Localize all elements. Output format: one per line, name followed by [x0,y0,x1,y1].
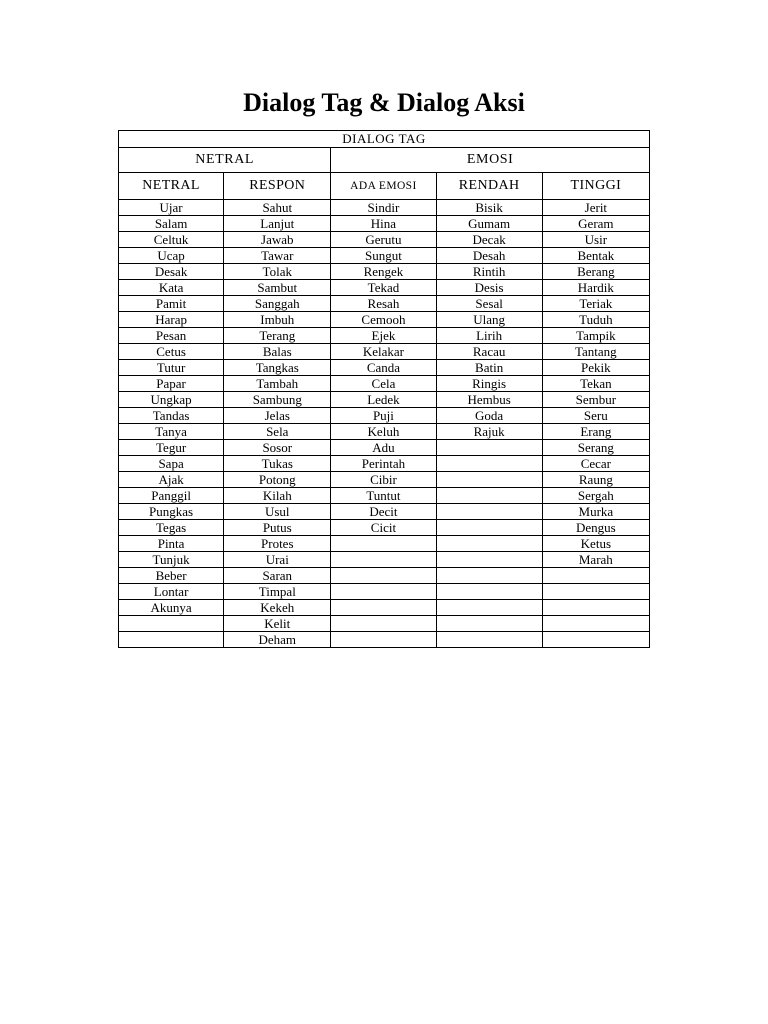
table-row [119,536,650,552]
group-header-netral: NETRAL [119,148,331,173]
table-row [119,440,650,456]
table-row [119,424,650,440]
table-row [119,392,650,408]
cell-tinggi [542,632,649,648]
cell-ada-emosi: Rengek [331,264,436,280]
cell-tinggi: Tekan [542,376,649,392]
main-header-cell: DIALOG TAG [119,131,650,148]
cell-rendah: Decak [436,232,542,248]
cell-tinggi: Dengus [542,520,649,536]
cell-ada-emosi [331,568,436,584]
cell-tinggi: Serang [542,440,649,456]
cell-ada-emosi: Cela [331,376,436,392]
cell-netral: Lontar [119,584,224,600]
cell-tinggi: Hardik [542,280,649,296]
cell-rendah [436,456,542,472]
cell-tinggi: Jerit [542,200,649,216]
cell-ada-emosi [331,632,436,648]
cell-netral: Cetus [119,344,224,360]
table-row [119,200,650,216]
column-header-ada-emosi: ADA EMOSI [331,173,436,200]
cell-tinggi [542,616,649,632]
cell-netral: Tutur [119,360,224,376]
cell-ada-emosi: Tuntut [331,488,436,504]
table-row [119,312,650,328]
cell-rendah [436,600,542,616]
table-row [119,296,650,312]
table-column-header-row [119,173,650,200]
cell-netral: Harap [119,312,224,328]
cell-rendah [436,440,542,456]
cell-netral: Pinta [119,536,224,552]
cell-ada-emosi: Decit [331,504,436,520]
cell-rendah: Goda [436,408,542,424]
cell-rendah: Racau [436,344,542,360]
cell-respon: Tambah [224,376,331,392]
cell-netral: Desak [119,264,224,280]
cell-rendah [436,616,542,632]
cell-netral: Ungkap [119,392,224,408]
cell-rendah: Desis [436,280,542,296]
cell-tinggi: Geram [542,216,649,232]
table-row [119,360,650,376]
cell-netral: Tegas [119,520,224,536]
table-body [119,200,650,648]
cell-netral: Ucap [119,248,224,264]
cell-ada-emosi: Resah [331,296,436,312]
cell-rendah: Rajuk [436,424,542,440]
cell-ada-emosi [331,600,436,616]
table-row [119,232,650,248]
cell-netral: Tandas [119,408,224,424]
cell-netral: Pungkas [119,504,224,520]
table-row [119,520,650,536]
cell-rendah: Ringis [436,376,542,392]
cell-respon: Timpal [224,584,331,600]
cell-rendah: Batin [436,360,542,376]
table-row [119,456,650,472]
cell-rendah [436,504,542,520]
cell-rendah: Ulang [436,312,542,328]
cell-respon: Sambung [224,392,331,408]
cell-respon: Sahut [224,200,331,216]
cell-netral: Kata [119,280,224,296]
cell-respon: Tawar [224,248,331,264]
cell-netral: Salam [119,216,224,232]
cell-netral: Pesan [119,328,224,344]
table-row [119,376,650,392]
cell-tinggi: Marah [542,552,649,568]
cell-ada-emosi [331,552,436,568]
table-main-header-row [119,131,650,148]
cell-rendah: Desah [436,248,542,264]
cell-respon: Kelit [224,616,331,632]
table-row [119,616,650,632]
cell-rendah: Bisik [436,200,542,216]
cell-tinggi: Sembur [542,392,649,408]
group-header-emosi: EMOSI [331,148,650,173]
cell-netral: Pamit [119,296,224,312]
cell-respon: Balas [224,344,331,360]
cell-tinggi: Erang [542,424,649,440]
cell-ada-emosi: Tekad [331,280,436,296]
cell-netral: Beber [119,568,224,584]
cell-rendah [436,552,542,568]
cell-ada-emosi [331,536,436,552]
cell-respon: Tangkas [224,360,331,376]
table-row [119,552,650,568]
column-header-rendah: RENDAH [436,173,542,200]
table-row [119,344,650,360]
table-row [119,504,650,520]
cell-netral: Sapa [119,456,224,472]
cell-netral [119,616,224,632]
dialog-tag-table [118,130,650,648]
cell-rendah: Hembus [436,392,542,408]
cell-ada-emosi: Kelakar [331,344,436,360]
cell-ada-emosi: Cicit [331,520,436,536]
table-row [119,600,650,616]
cell-rendah: Rintih [436,264,542,280]
cell-respon: Urai [224,552,331,568]
cell-tinggi: Pekik [542,360,649,376]
column-header-netral: NETRAL [119,173,224,200]
cell-ada-emosi [331,616,436,632]
cell-rendah [436,584,542,600]
cell-rendah [436,520,542,536]
cell-tinggi: Sergah [542,488,649,504]
cell-ada-emosi: Adu [331,440,436,456]
cell-respon: Sambut [224,280,331,296]
cell-respon: Saran [224,568,331,584]
page-title: Dialog Tag & Dialog Aksi [243,88,525,117]
cell-respon: Potong [224,472,331,488]
cell-respon: Sanggah [224,296,331,312]
cell-respon: Kilah [224,488,331,504]
cell-tinggi: Tuduh [542,312,649,328]
cell-tinggi: Tantang [542,344,649,360]
cell-respon: Kekeh [224,600,331,616]
cell-respon: Lanjut [224,216,331,232]
table-row [119,216,650,232]
cell-rendah: Lirih [436,328,542,344]
cell-netral: Tunjuk [119,552,224,568]
cell-ada-emosi: Canda [331,360,436,376]
cell-respon: Imbuh [224,312,331,328]
cell-tinggi [542,568,649,584]
cell-ada-emosi: Sindir [331,200,436,216]
cell-netral: Tegur [119,440,224,456]
cell-ada-emosi: Cibir [331,472,436,488]
cell-ada-emosi: Sungut [331,248,436,264]
cell-netral: Celtuk [119,232,224,248]
cell-netral: Akunya [119,600,224,616]
cell-tinggi [542,584,649,600]
cell-ada-emosi: Keluh [331,424,436,440]
cell-respon: Sela [224,424,331,440]
cell-ada-emosi: Hina [331,216,436,232]
cell-ada-emosi: Puji [331,408,436,424]
cell-rendah: Sesal [436,296,542,312]
table-row [119,584,650,600]
cell-respon: Terang [224,328,331,344]
cell-ada-emosi [331,584,436,600]
cell-tinggi: Berang [542,264,649,280]
cell-respon: Putus [224,520,331,536]
cell-ada-emosi: Ledek [331,392,436,408]
cell-ada-emosi: Gerutu [331,232,436,248]
cell-tinggi: Ketus [542,536,649,552]
cell-netral: Papar [119,376,224,392]
table-row [119,632,650,648]
cell-tinggi [542,600,649,616]
cell-respon: Jawab [224,232,331,248]
cell-tinggi: Usir [542,232,649,248]
cell-respon: Tolak [224,264,331,280]
cell-respon: Usul [224,504,331,520]
cell-respon: Protes [224,536,331,552]
cell-ada-emosi: Ejek [331,328,436,344]
cell-tinggi: Seru [542,408,649,424]
cell-tinggi: Raung [542,472,649,488]
column-header-respon: RESPON [224,173,331,200]
cell-tinggi: Cecar [542,456,649,472]
table-row [119,264,650,280]
cell-tinggi: Murka [542,504,649,520]
cell-rendah [436,632,542,648]
cell-rendah [436,488,542,504]
cell-respon: Sosor [224,440,331,456]
cell-netral [119,632,224,648]
table-group-header-row [119,148,650,173]
table-row [119,248,650,264]
cell-ada-emosi: Cemooh [331,312,436,328]
table-row [119,280,650,296]
cell-netral: Ajak [119,472,224,488]
column-header-tinggi: TINGGI [542,173,649,200]
cell-respon: Deham [224,632,331,648]
cell-ada-emosi: Perintah [331,456,436,472]
cell-respon: Tukas [224,456,331,472]
cell-netral: Panggil [119,488,224,504]
cell-rendah [436,568,542,584]
cell-tinggi: Tampik [542,328,649,344]
cell-respon: Jelas [224,408,331,424]
cell-tinggi: Teriak [542,296,649,312]
table-row [119,568,650,584]
table-row [119,472,650,488]
table-row [119,328,650,344]
table-row [119,488,650,504]
cell-rendah [436,536,542,552]
cell-netral: Ujar [119,200,224,216]
cell-tinggi: Bentak [542,248,649,264]
cell-netral: Tanya [119,424,224,440]
table-row [119,408,650,424]
cell-rendah: Gumam [436,216,542,232]
cell-rendah [436,472,542,488]
